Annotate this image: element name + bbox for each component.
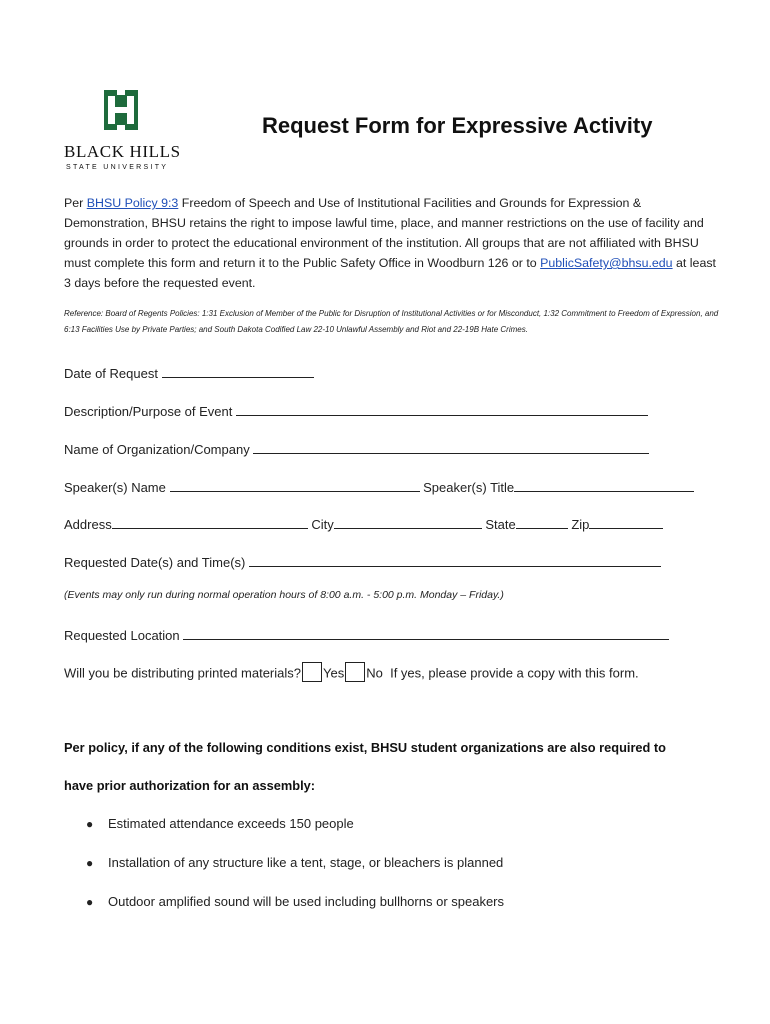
printed-materials-row [64,664,639,684]
reference-note: Reference: Board of Regents Policies: 1:31 Exclusion of Member of the Public for Disruption of Institutional Activities or for Misconduct, 1:32 Commitment to Freedom of Expression, and 6:13 Facilities Use by Private Parties; and South Dakota Codified Law 22-10 Unlawful Assembly and Riot and 22-19B Hate Crimes. [64,309,719,334]
policy-line-2: have prior authorization for an assembly: [64,778,316,793]
policy-link[interactable]: BHSU Policy 9:3 [86,196,179,210]
hours-note: (Events may only run during normal operation hours of 8:00 a.m. - 5:00 p.m. Monday – Friday.) [64,589,504,601]
requested-location-row [64,626,669,645]
intro-prefix: Per [64,196,87,210]
page-title: Request Form for Expressive Activity [262,113,653,138]
yes-label: Yes [323,665,345,681]
address-label: Address [64,517,112,532]
address-row [64,515,663,534]
yes-checkbox[interactable] [302,662,322,682]
requested-location-label: Requested Location [64,628,180,643]
date-of-request-label: Date of Request [64,366,158,381]
intro-paragraph [64,193,724,293]
organization-row [64,440,649,459]
bhsu-logo-mark [104,90,138,130]
printed-materials-note: If yes, please provide a copy with this form. [390,665,639,681]
no-label: No [366,665,383,681]
intro-suffix: at least 3 days before the requested event. [64,256,716,290]
description-label: Description/Purpose of Event [64,404,233,419]
list-item: ● Outdoor amplified sound will be used including bullhorns or speakers [86,894,505,909]
intro-body: Freedom of Speech and Use of Institutional Facilities and Grounds for Expression & Demonstration, BHSU retains the right to impose lawful time, place, and manner restrictions on the use of facility and grounds in order to protect the educational environment of the institution. All groups that are not affiliated with BHSU must complete this form and return it to the Public Safety Office in Woodburn 126 or to [64,196,704,270]
description-input[interactable] [236,402,648,416]
speaker-row [64,478,694,497]
description-row [64,402,648,421]
no-checkbox[interactable] [345,662,365,682]
bullet-icon: ● [86,817,94,831]
speaker-title-input[interactable] [514,478,694,492]
date-of-request-input[interactable] [162,364,314,378]
bullet-icon: ● [86,895,94,909]
speaker-title-label: Speaker(s) Title [423,480,515,495]
city-input[interactable] [334,515,482,529]
speaker-name-input[interactable] [170,478,420,492]
list-item: ● Installation of any structure like a tent, stage, or bleachers is planned [86,855,504,870]
zip-input[interactable] [589,515,663,529]
date-of-request-row [64,364,314,383]
requested-dates-label: Requested Date(s) and Time(s) [64,555,246,570]
requested-location-input[interactable] [183,626,669,640]
requested-dates-row [64,553,661,572]
policy-line-1: Per policy, if any of the following conditions exist, BHSU student organizations are also required to [64,740,667,755]
address-input[interactable] [112,515,308,529]
email-link[interactable]: PublicSafety@bhsu.edu [540,256,673,270]
state-input[interactable] [516,515,568,529]
logo-wordmark: BLACK HILLS [64,142,181,161]
state-label: State [485,517,516,532]
bullet-icon: ● [86,856,94,870]
requested-dates-input[interactable] [249,553,661,567]
organization-input[interactable] [253,440,649,454]
zip-label: Zip [571,517,590,532]
printed-materials-question: Will you be distributing printed materials? [64,665,301,681]
city-label: City [311,517,334,532]
logo-subtitle: STATE UNIVERSITY [66,164,169,171]
organization-label: Name of Organization/Company [64,442,250,457]
list-item: ● Estimated attendance exceeds 150 people [86,816,354,831]
speaker-name-label: Speaker(s) Name [64,480,166,495]
